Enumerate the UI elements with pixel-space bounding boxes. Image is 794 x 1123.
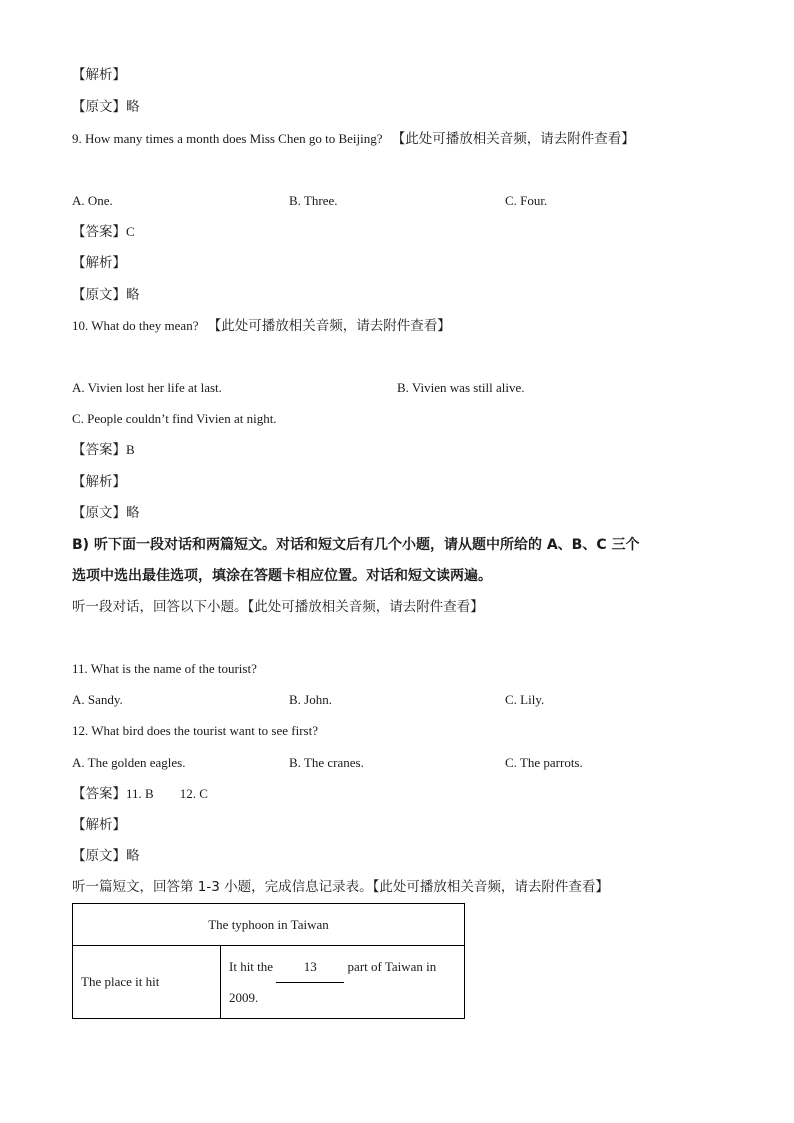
- analysis-label: 【解析】: [72, 67, 126, 83]
- answer-label: 【答案】: [72, 786, 126, 802]
- question-9-text: 9. How many times a month does Miss Chen go to Beijing?: [72, 131, 383, 146]
- info-record-table: [72, 903, 465, 1019]
- analysis-label: 【解析】: [72, 255, 126, 271]
- q9-option-c: C. Four.: [505, 193, 548, 208]
- q9-answer: [72, 223, 135, 241]
- audio-note: 【此处可播放相关音频，请去附件查看】: [207, 318, 451, 334]
- table-row-content: [221, 946, 465, 1019]
- audio-note: 【此处可播放相关音频，请去附件查看】: [391, 131, 635, 147]
- q12-option-c: C. The parrots.: [505, 755, 583, 770]
- table-row-label: The place it hit: [73, 946, 221, 1019]
- q11-12-answer: [72, 785, 208, 803]
- q9-option-b: B. Three.: [289, 193, 338, 208]
- original-text-label: 【原文】略: [72, 287, 140, 303]
- row-text-line2: 2009.: [229, 989, 259, 1005]
- question-10: [72, 317, 451, 335]
- q9-option-a: A. One.: [72, 193, 113, 208]
- q11-option-c: C. Lily.: [505, 692, 545, 707]
- answer-blank-13: 13: [276, 952, 344, 983]
- question-11: 11. What is the name of the tourist?: [72, 661, 257, 676]
- analysis-label: 【解析】: [72, 817, 126, 833]
- dialogue-intro: 听一段对话，回答以下小题。【此处可播放相关音频，请去附件查看】: [72, 599, 484, 615]
- row-text-before: It hit the: [229, 958, 277, 974]
- section-b-instructions-line2: 选项中选出最佳选项，填涂在答题卡相应位置。对话和短文读两遍。: [72, 568, 492, 584]
- answer-label: 【答案】: [72, 224, 126, 240]
- analysis-label: 【解析】: [72, 474, 126, 490]
- q12-option-a: A. The golden eagles.: [72, 755, 186, 770]
- table-title: The typhoon in Taiwan: [73, 904, 465, 946]
- original-text-label: 【原文】略: [72, 848, 140, 864]
- answer-label: 【答案】: [72, 442, 126, 458]
- answer-value: 11. B 12. C: [126, 786, 208, 801]
- answer-value: B: [126, 442, 135, 457]
- q10-option-b: B. Vivien was still alive.: [397, 380, 525, 395]
- original-text-label: 【原文】略: [72, 505, 140, 521]
- q10-option-c: C. People couldn’t find Vivien at night.: [72, 411, 277, 426]
- question-9: [72, 130, 635, 148]
- q12-option-b: B. The cranes.: [289, 755, 364, 770]
- section-b-instructions-line1: B) 听下面一段对话和两篇短文。对话和短文后有几个小题，请从题中所给的 A、B、C 三个: [72, 537, 640, 553]
- answer-value: C: [126, 224, 135, 239]
- passage-intro: 听一篇短文，回答第 1-3 小题，完成信息记录表。【此处可播放相关音频，请去附件查看】: [72, 879, 609, 895]
- q11-option-a: A. Sandy.: [72, 692, 123, 707]
- q11-option-b: B. John.: [289, 692, 332, 707]
- row-text-after: part of Taiwan in: [344, 958, 437, 974]
- question-10-text: 10. What do they mean?: [72, 318, 199, 333]
- q10-answer: [72, 441, 135, 459]
- question-12: 12. What bird does the tourist want to see first?: [72, 723, 318, 738]
- q10-option-a: A. Vivien lost her life at last.: [72, 380, 222, 395]
- original-text-label: 【原文】略: [72, 99, 140, 115]
